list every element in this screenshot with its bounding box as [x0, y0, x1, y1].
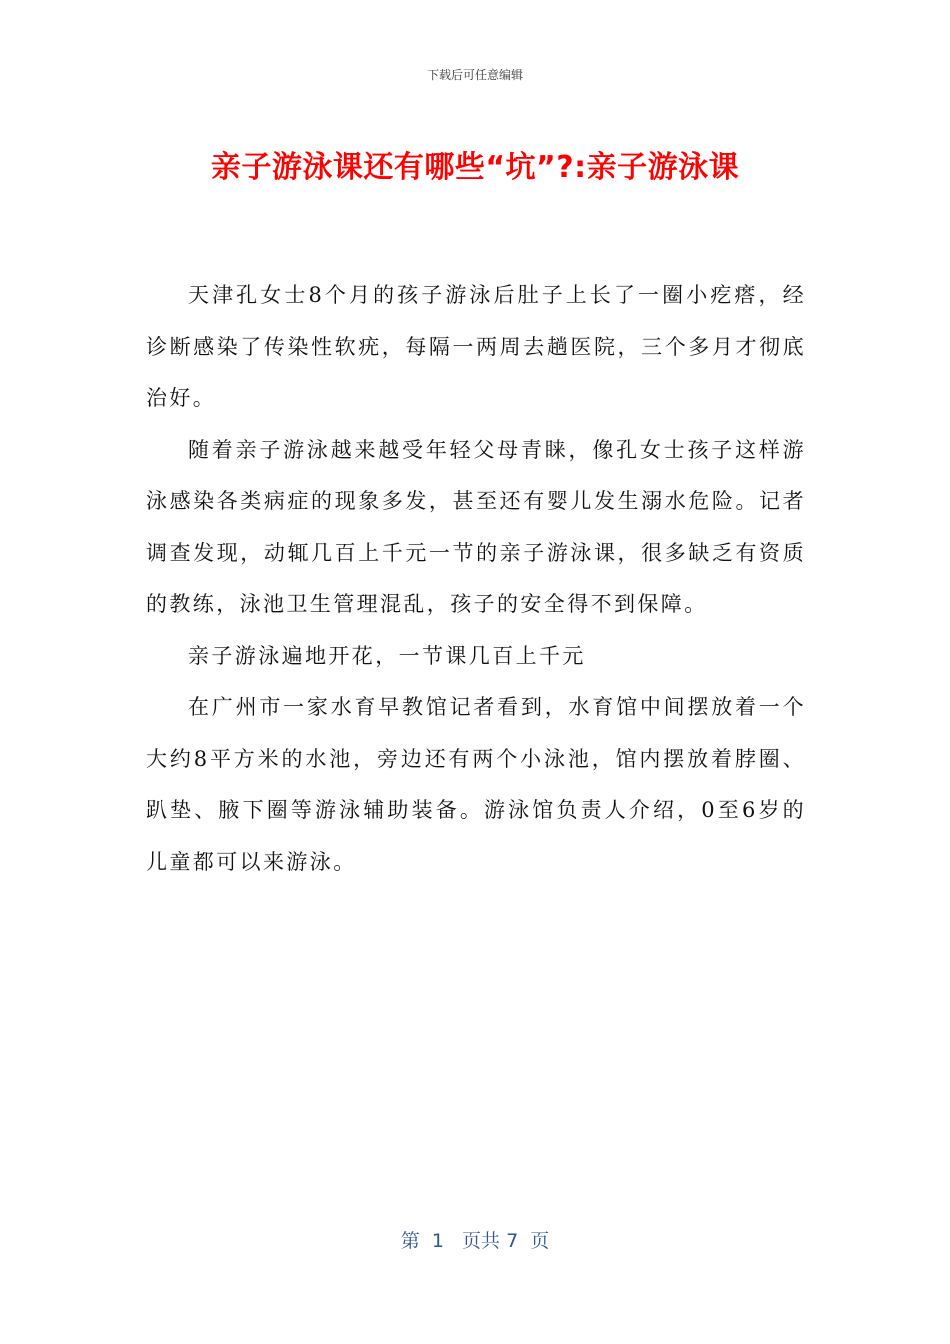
paragraph-1: 天津孔女士8个月的孩子游泳后肚子上长了一圈小疙瘩，经诊断感染了传染性软疣，每隔一两周去趟医院，三个多月才彻底治好。 — [146, 283, 806, 410]
header-note: 下载后可任意编辑 — [426, 68, 523, 82]
document-body — [146, 270, 806, 888]
paragraph-3: 亲子游泳遍地开花，一节课几百上千元 — [188, 643, 586, 668]
paragraph-4: 在广州市一家水育早教馆记者看到，水育馆中间摆放着一个大约8平方米的水池，旁边还有两个小泳池，馆内摆放着脖圈、趴垫、腋下圈等游泳辅助装备。游泳馆负责人介绍，0至6岁的儿童都可以来游泳。 — [146, 695, 806, 874]
page-number: 第 1 页共 7 页 — [400, 1230, 550, 1252]
document-title: 亲子游泳课还有哪些“坑”?:亲子游泳课 — [210, 150, 740, 185]
paragraph-2: 随着亲子游泳越来越受年轻父母青睐，像孔女士孩子这样游泳感染各类病症的现象多发，甚至还有婴儿发生溺水危险。记者调查发现，动辄几百上千元一节的亲子游泳课，很多缺乏有资质的教练，泳池卫生管理混乱，孩子的安全得不到保障。 — [146, 437, 806, 616]
